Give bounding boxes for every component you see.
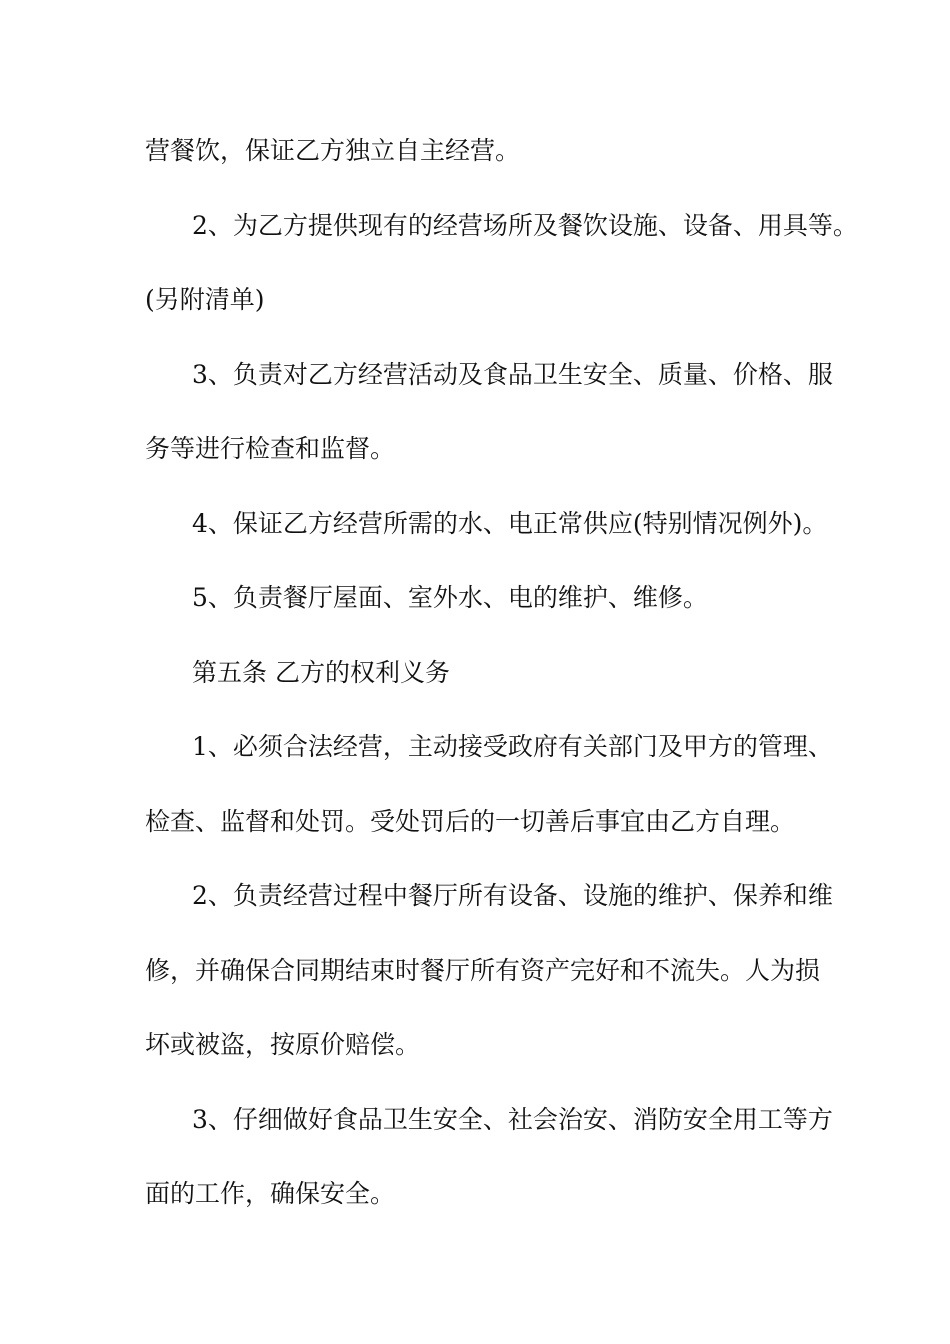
section-heading: 第五条 乙方的权利义务: [192, 657, 450, 687]
text-line-2: 2、为乙方提供现有的经营场所及餐饮设施、设备、用具等。: [192, 210, 858, 240]
text-line-14: 3、仔细做好食品卫生安全、社会治安、消防安全用工等方: [192, 1104, 833, 1134]
text-line-11: 2、负责经营过程中餐厅所有设备、设施的维护、保养和维: [192, 881, 833, 910]
text-line-12: 修，并确保合同期结束时餐厅所有资产完好和不流失。人为损: [145, 955, 821, 985]
text-line-15: 面的工作，确保安全。: [145, 1179, 396, 1208]
text-line-4: 3、负责对乙方经营活动及食品卫生安全、质量、价格、服: [192, 359, 833, 389]
text-line-9: 1、必须合法经营，主动接受政府有关部门及甲方的管理、: [192, 732, 833, 761]
text-line-7: 5、负责餐厅屋面、室外水、电的维护、维修。: [192, 583, 708, 612]
document-body: [145, 114, 858, 1232]
text-line-1: 营餐饮，保证乙方独立自主经营。: [145, 136, 521, 165]
text-line-10: 检查、监督和处罚。受处罚后的一切善后事宜由乙方自理。: [145, 806, 796, 836]
text-line-5: 务等进行检查和监督。: [145, 434, 396, 463]
text-line-13: 坏或被盗，按原价赔偿。: [145, 1030, 421, 1059]
text-line-6: 4、保证乙方经营所需的水、电正常供应(特别情况例外)。: [192, 508, 828, 538]
text-line-3: (另附清单): [145, 285, 265, 314]
